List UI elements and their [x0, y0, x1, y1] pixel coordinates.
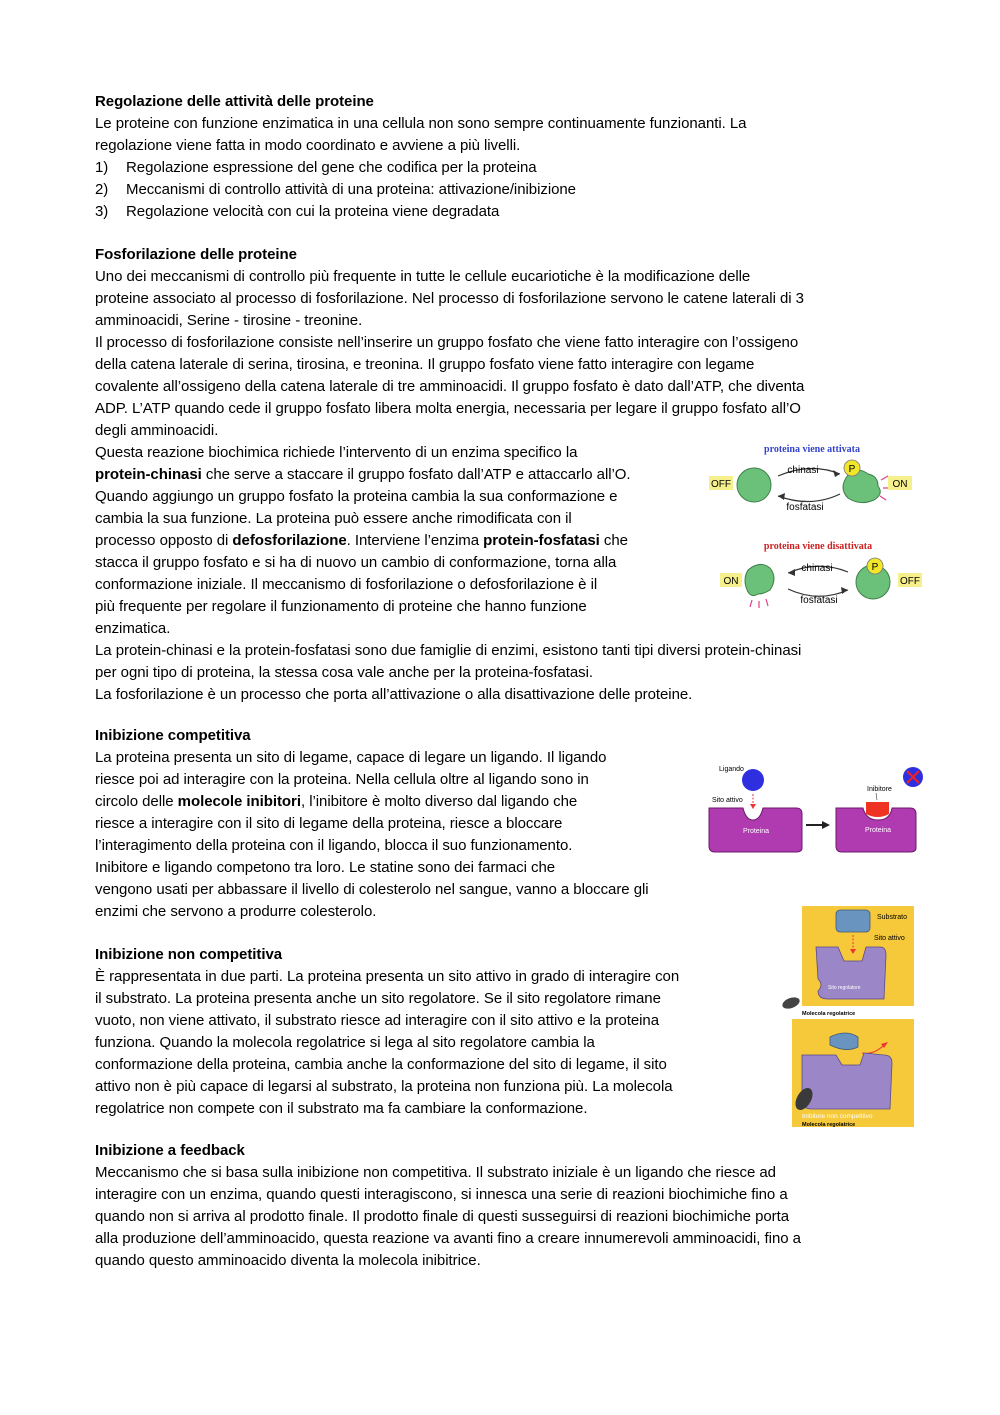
bold-term: protein-chinasi [95, 466, 202, 483]
paragraph-line: più frequente per regolare il funzionamento di proteine che hanno funzione [95, 598, 587, 615]
kinase-label: chinasi [787, 465, 819, 476]
text-run: che [599, 532, 628, 549]
paragraph-line: conformazione della proteina, cambia anche la conformazione del sito di legame, il sito [95, 1056, 667, 1073]
arrow-head [833, 470, 840, 477]
section-title: Regolazione delle attività delle proteine [95, 93, 374, 110]
paragraph-line: degli amminoacidi. [95, 422, 219, 439]
bold-term: molecole inibitori [177, 793, 301, 810]
regulatory-molecule [781, 995, 801, 1011]
regulatory-molecule-label: Molecola regolatrice [802, 1122, 856, 1128]
paragraph-line: Le proteine con funzione enzimatica in una cellula non sono sempre continuamente funzionanti. La [95, 115, 747, 132]
section-inibizione-non-competitiva [95, 944, 679, 1120]
list-item [95, 179, 746, 201]
text-run: . Interviene l’enzima [346, 532, 484, 549]
active-site-label: Sito attivo [874, 935, 905, 942]
paragraph-line: È rappresentata in due parti. La proteina presenta un sito attivo in grado di interagire con [95, 968, 680, 985]
off-label: OFF [711, 479, 731, 490]
list-number: 3) [95, 203, 109, 220]
section-inibizione-competitiva [95, 725, 649, 923]
paragraph-line: funziona. Quando la molecola regolatrice si lega al sito regolatore cambia la [95, 1034, 595, 1051]
text-run: , l’inibitore è molto diverso dal ligando che [300, 793, 578, 810]
arrow-head [778, 493, 785, 500]
paragraph-line: conformazione iniziale. Il meccanismo di fosforilazione o defosforilazione è il [95, 576, 598, 593]
paragraph-line: quando questo amminoacido diventa la molecola inibitrice. [95, 1252, 481, 1269]
phosphatase-label: fosfatasi [800, 595, 838, 606]
paragraph-line: La protein-chinasi e la protein-fosfatasi sono due famiglie di enzimi, esistono tanti tipi diversi protein-chinasi [95, 642, 802, 659]
section-title: Fosforilazione delle proteine [95, 246, 297, 263]
paragraph-line: interagire con un enzima, quando questi interagiscono, si innesca una serie di reazioni biochimiche fino a [95, 1186, 788, 1203]
paragraph-line: cambia la sua funzione. La proteina può essere anche rimodificata con il [95, 510, 572, 527]
list-item [95, 201, 746, 223]
section-regolazione [95, 91, 746, 223]
deactivation-title: proteina viene disattivata [763, 541, 873, 552]
protein-label: Proteina [864, 827, 892, 834]
paragraph-line: per ogni tipo di proteina, la stessa cosa vale anche per la proteina-fosfatasi. [95, 664, 594, 681]
paragraph-line [95, 791, 649, 813]
label-leader [876, 793, 877, 800]
paragraph-line: amminoacidi, Serine - tirosine - treonine. [95, 312, 363, 329]
on-label: ON [892, 479, 908, 490]
paragraph-line: Inibitore e ligando competono tra loro. Le statine sono dei farmaci che [95, 859, 556, 876]
paragraph-line: l’interagimento della proteina con il ligando, blocca il suo funzionamento. [95, 837, 573, 854]
paragraph-line: Quando aggiungo un gruppo fosfato la proteina cambia la sua conformazione e [95, 488, 618, 505]
ligand [742, 769, 764, 791]
competitive-inhibition-figure [706, 758, 928, 858]
paragraph-line: il substrato. La proteina presenta anche un sito regolatore. Se il sito regolatore rimane [95, 990, 661, 1007]
noncompetitive-inhibitor-label: Inibitore non competitivo [802, 1113, 873, 1120]
section-title: Inibizione competitiva [95, 727, 251, 744]
noncompetitive-inhibition-figure [780, 905, 916, 1130]
paragraph-line: La proteina presenta un sito di legame, capace di legare un ligando. Il ligando [95, 749, 607, 766]
substrate-label: Substrato [877, 914, 907, 921]
paragraph-line: riesce a interagire con il sito di legame della proteina, riesce a bloccare [95, 815, 563, 832]
list-text: Meccanismi di controllo attività di una proteina: attivazione/inibizione [126, 181, 576, 198]
list-item [95, 157, 746, 179]
paragraph-line: proteine associato al processo di fosforilazione. Nel processo di fosforilazione servono le catene laterali di 3 [95, 290, 804, 307]
section-title: Inibizione non competitiva [95, 946, 283, 963]
substrate [830, 1033, 858, 1050]
paragraph-line: covalente all’ossigeno della catena laterale di tre amminoacidi. Il gruppo fosfato è dato dall’ATP, che diventa [95, 378, 805, 395]
paragraph-line: quando non si arriva al prodotto finale. Il prodotto finale di questi susseguirsi di reazioni biochimiche porta [95, 1208, 790, 1225]
list-number: 1) [95, 159, 109, 176]
bold-term: defosforilazione [232, 532, 347, 549]
paragraph-line: Questa reazione biochimica richiede l’intervento di un enzima specifico la [95, 444, 578, 461]
kinase-label: chinasi [801, 563, 833, 574]
paragraph-line: regolazione viene fatta in modo coordinato e avviene a più livelli. [95, 137, 521, 154]
inhibitor [866, 802, 889, 817]
regulatory-site-label: Sito regolatore [828, 985, 861, 991]
paragraph-line: La fosforilazione è un processo che porta all’attivazione o alla disattivazione delle proteine. [95, 686, 693, 703]
paragraph-line: regolatrice non compete con il substrato ma fa cambiare la conformazione. [95, 1100, 588, 1117]
section-fosforilazione [95, 244, 804, 706]
paragraph-line: riesce poi ad interagire con la proteina. Nella cellula oltre al ligando sono in [95, 771, 589, 788]
text-run: circolo delle [95, 793, 178, 810]
arrow-head [841, 587, 848, 594]
off-label: OFF [900, 576, 920, 587]
phosphorylation-figure [708, 440, 928, 620]
paragraph-line: enzimatica. [95, 620, 171, 637]
activity-marks [750, 599, 768, 608]
inhibitor-label: Inibitore [867, 786, 892, 793]
paragraph-line: vuoto, non viene attivato, il substrato riesce ad interagire con il sito attivo e la proteina [95, 1012, 660, 1029]
ligand-label: Ligando [719, 766, 744, 773]
paragraph-line [95, 464, 804, 486]
active-site-label: Sito attivo [712, 797, 743, 804]
paragraph-line: Uno dei meccanismi di controllo più frequente in tutte le cellule eucariotiche è la modificazione delle [95, 268, 751, 285]
paragraph-line: attivo non è più capace di legarsi al substrato, la proteina non funziona più. La molecola [95, 1078, 673, 1095]
inactive-protein [737, 468, 771, 502]
arrow-head [822, 821, 830, 829]
list-number: 2) [95, 181, 109, 198]
paragraph-line: alla produzione dell’amminoacido, questa reazione va avanti fino a creare innumerevoli amminoacidi, fino a [95, 1230, 801, 1247]
section-title: Inibizione a feedback [95, 1142, 245, 1159]
paragraph-line: stacca il gruppo fosfato e si ha di nuovo un cambio di conformazione, torna alla [95, 554, 617, 571]
paragraph-line: Il processo di fosforilazione consiste nell’inserire un gruppo fosfato che viene fatto interagire con l’ossigeno [95, 334, 799, 351]
text-run: processo opposto di [95, 532, 233, 549]
paragraph-line: Meccanismo che si basa sulla inibizione non competitiva. Il substrato iniziale è un ligando che riesce ad [95, 1164, 776, 1181]
section-inibizione-feedback [95, 1140, 801, 1272]
phosphatase-label: fosfatasi [786, 502, 824, 513]
phosphatase-arrow [778, 494, 840, 502]
regulatory-molecule-label: Molecola regolatrice [802, 1011, 856, 1017]
paragraph-line: della catena laterale di serina, tirosina, e treonina. Il gruppo fosfato viene fatto interagire con legame [95, 356, 755, 373]
text-run: che serve a staccare il gruppo fosfato dall’ATP e attaccarlo all’O. [201, 466, 631, 483]
list-text: Regolazione espressione del gene che codifica per la proteina [126, 159, 537, 176]
bold-term: protein-fosfatasi [483, 532, 600, 549]
list-text: Regolazione velocità con cui la proteina viene degradata [126, 203, 500, 220]
arrow-head [788, 569, 795, 576]
activation-title: proteina viene attivata [764, 444, 860, 455]
paragraph-line [95, 530, 804, 552]
phosphate-label: P [871, 562, 879, 573]
arrow-head [750, 804, 756, 809]
protein-label: Proteina [742, 828, 770, 835]
active-protein [745, 564, 774, 595]
paragraph-line: vengono usati per abbassare il livello di colesterolo nel sangue, vanno a bloccare gli [95, 881, 649, 898]
substrate [836, 910, 870, 932]
phosphate-label: P [848, 464, 856, 475]
on-label: ON [723, 576, 739, 587]
paragraph-line: ADP. L’ATP quando cede il gruppo fosfato libera molta energia, necessaria per legare il gruppo fosfato all’O [95, 400, 801, 417]
paragraph-line: enzimi che servono a produrre colesterolo. [95, 903, 377, 920]
